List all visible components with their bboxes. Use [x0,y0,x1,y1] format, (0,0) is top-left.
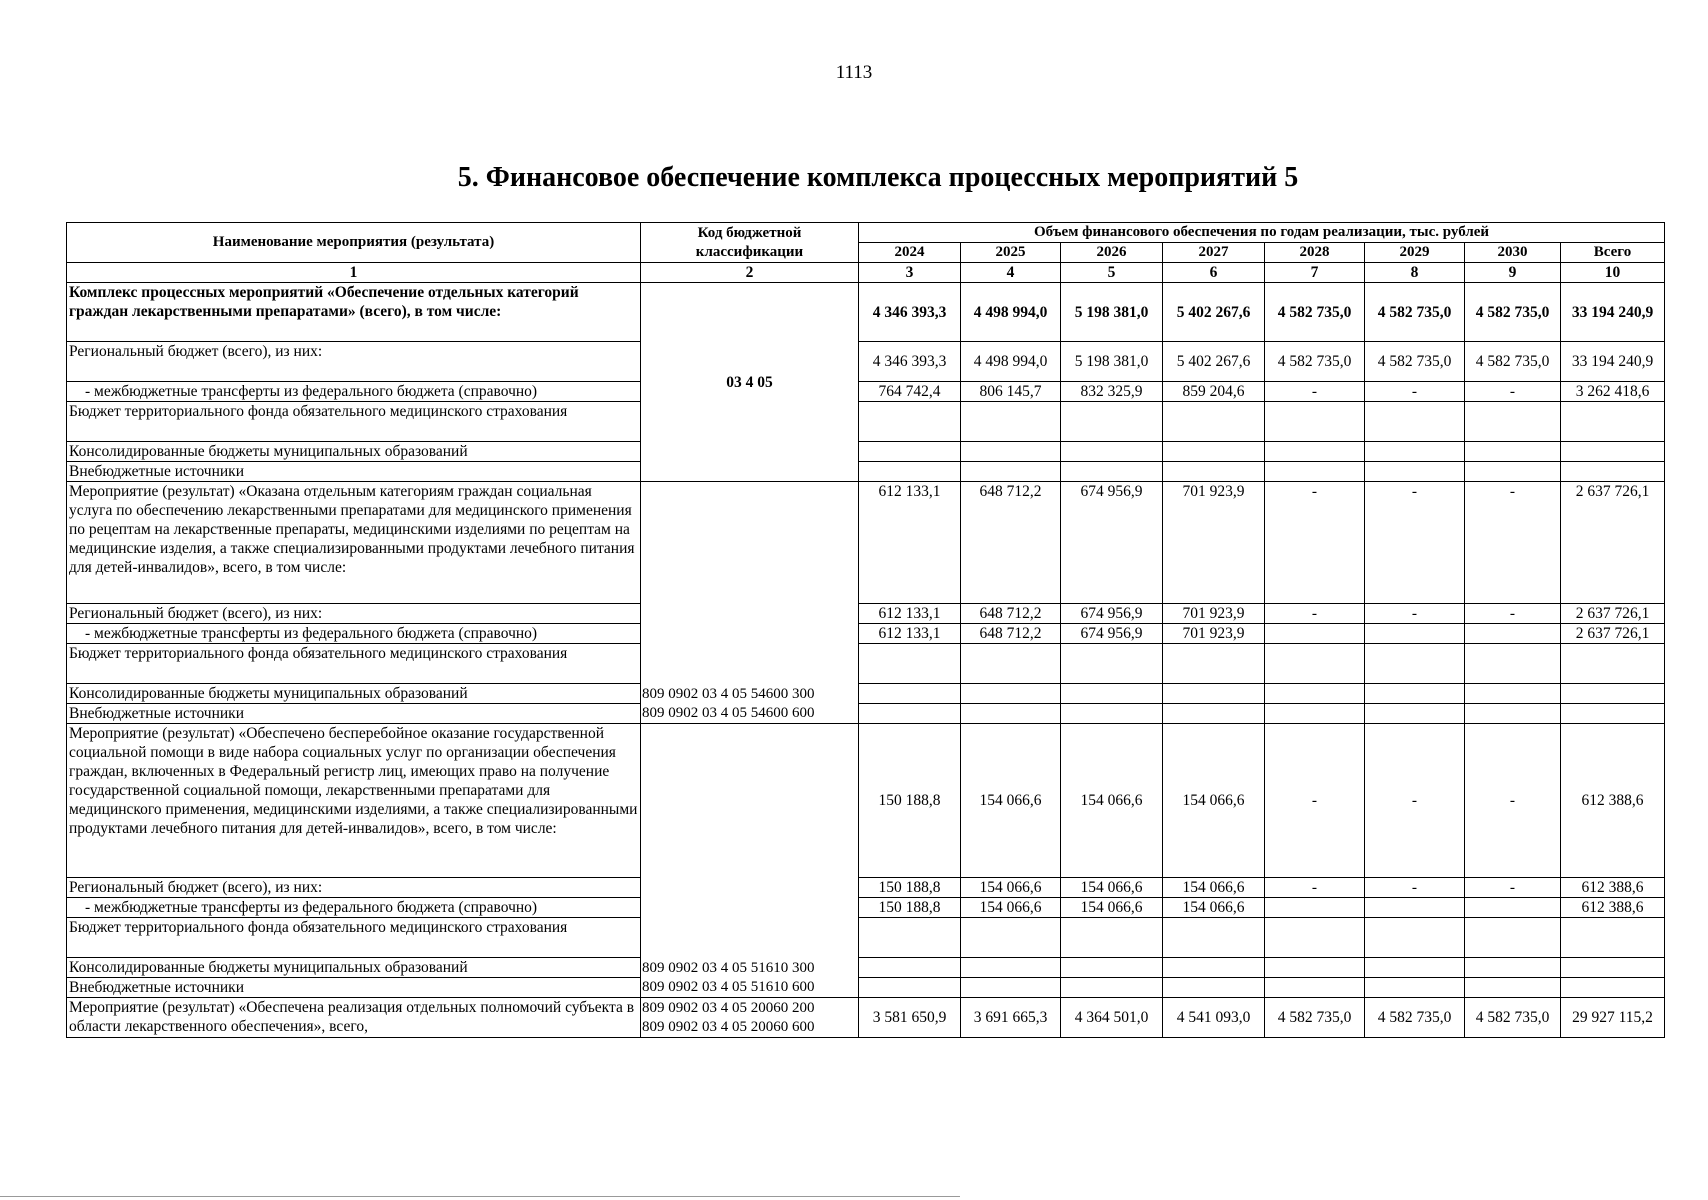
year-value: - [1465,604,1561,624]
year-value: 154 066,6 [1061,898,1163,918]
year-value [859,704,961,724]
year-value [1365,958,1465,978]
year-value [1265,684,1365,704]
table-row [67,644,1665,684]
year-value [1465,462,1561,482]
year-value: 4 498 994,0 [961,342,1061,382]
table-row [67,604,1665,624]
total-value [1561,644,1665,684]
row-name: - межбюджетные трансферты из федерального бюджета (справочно) [67,624,641,644]
year-value: 674 956,9 [1061,624,1163,644]
table-row [67,898,1665,918]
row-name: Мероприятие (результат) «Обеспечена реализация отдельных полномочий субъекта в области лекарственного обеспечения», всего, [67,998,641,1038]
table-row [67,878,1665,898]
year-value [1365,898,1465,918]
column-index: 3 [859,263,961,283]
year-value: 154 066,6 [1061,724,1163,878]
column-index: 9 [1465,263,1561,283]
table-row [67,918,1665,958]
year-value: 612 133,1 [859,604,961,624]
row-name: Консолидированные бюджеты муниципальных образований [67,442,641,462]
year-value: 612 133,1 [859,624,961,644]
table-row [67,462,1665,482]
row-name: Внебюджетные источники [67,704,641,724]
year-value [859,684,961,704]
year-value [1265,442,1365,462]
year-value [961,442,1061,462]
row-name: Региональный бюджет (всего), из них: [67,342,641,382]
row-name: Консолидированные бюджеты муниципальных образований [67,958,641,978]
total-value [1561,402,1665,442]
year-value: 154 066,6 [961,724,1061,878]
total-value: 33 194 240,9 [1561,342,1665,382]
budget-code: 809 0902 03 4 05 51610 600 [642,979,815,995]
column-index: 4 [961,263,1061,283]
year-value: 150 188,8 [859,724,961,878]
year-value [859,462,961,482]
year-value: 648 712,2 [961,604,1061,624]
year-value: 764 742,4 [859,382,961,402]
row-name: Внебюджетные источники [67,978,641,998]
year-value [859,644,961,684]
budget-code: 809 0902 03 4 05 20060 600 [642,1018,815,1035]
year-value [1465,644,1561,684]
year-value [1061,462,1163,482]
year-value [1265,978,1365,998]
year-value [1163,958,1265,978]
year-value: - [1265,878,1365,898]
year-value: 4 582 735,0 [1465,342,1561,382]
year-value: 4 582 735,0 [1465,998,1561,1038]
row-name: Бюджет территориального фонда обязательного медицинского страхования [67,402,641,442]
year-value: 701 923,9 [1163,624,1265,644]
year-value: 859 204,6 [1163,382,1265,402]
year-value [1163,978,1265,998]
year-value: 154 066,6 [1163,878,1265,898]
year-value: 701 923,9 [1163,604,1265,624]
year-value [1365,704,1465,724]
year-value: - [1465,724,1561,878]
year-value: 4 498 994,0 [961,283,1061,342]
year-value [1163,442,1265,462]
year-value [1163,918,1265,958]
year-value [1265,918,1365,958]
year-value [1365,402,1465,442]
header-year: 2025 [961,243,1061,263]
year-value [1163,402,1265,442]
column-index: 5 [1061,263,1163,283]
year-value [1163,462,1265,482]
year-value [1465,402,1561,442]
total-value: 3 262 418,6 [1561,382,1665,402]
year-value: - [1365,382,1465,402]
total-value: 2 637 726,1 [1561,604,1665,624]
total-value [1561,462,1665,482]
year-value [1061,402,1163,442]
total-value: 612 388,6 [1561,878,1665,898]
year-value [1061,918,1163,958]
row-name: Бюджет территориального фонда обязательного медицинского страхования [67,918,641,958]
year-value [1265,644,1365,684]
year-value: 5 402 267,6 [1163,283,1265,342]
year-value [961,958,1061,978]
document-title: 5. Финансовое обеспечение комплекса процессных мероприятий 5 [457,162,1299,193]
row-name: Бюджет территориального фонда обязательного медицинского страхования [67,644,641,684]
year-value: 4 582 735,0 [1465,283,1561,342]
year-value [1365,684,1465,704]
total-value: 612 388,6 [1561,898,1665,918]
table-row [67,442,1665,462]
column-index-row [67,263,1665,283]
year-value [1465,704,1561,724]
year-value [1061,442,1163,462]
year-value [859,442,961,462]
total-value: 29 927 115,2 [1561,998,1665,1038]
year-value [1465,684,1561,704]
table-row [67,482,1665,604]
header-year: 2026 [1061,243,1163,263]
year-value [1365,442,1465,462]
year-value: - [1265,382,1365,402]
year-value: 154 066,6 [961,898,1061,918]
row-name: Внебюджетные источники [67,462,641,482]
table-row [67,283,1665,342]
year-value [859,958,961,978]
row-name: Мероприятие (результат) «Обеспечено бесперебойное оказание государственной социальной помощи в виде набора социальных услуг по организации обеспечения граждан, включенных в Федеральный регистр лиц, имеющих право на получение государственной социальной помощи, лекарственными препаратами для медицинского применения, медицинскими изделиями, а также специализированными продуктами лечебного питания для детей-инвалидов», всего, в том числе: [67,724,641,878]
budget-code: 809 0902 03 4 05 54600 300 [642,686,815,702]
header-total: Всего [1561,243,1665,263]
year-value: 701 923,9 [1163,482,1265,604]
year-value [1265,624,1365,644]
year-value: 648 712,2 [961,482,1061,604]
year-value [961,644,1061,684]
year-value: 4 582 735,0 [1265,342,1365,382]
year-value [961,704,1061,724]
year-value [1061,644,1163,684]
row-name: Комплекс процессных мероприятий «Обеспечение отдельных категорий граждан лекарственными препаратами» (всего), в том числе: [67,283,641,342]
table-row [67,724,1665,878]
year-value: 648 712,2 [961,624,1061,644]
total-value [1561,918,1665,958]
year-value: 5 198 381,0 [1061,283,1163,342]
year-value: 154 066,6 [961,878,1061,898]
year-value: 5 198 381,0 [1061,342,1163,382]
year-value [1465,898,1561,918]
table-row [67,704,1665,724]
year-value [859,978,961,998]
year-value [1465,978,1561,998]
year-value [1163,644,1265,684]
column-index: 10 [1561,263,1665,283]
year-value [1465,624,1561,644]
year-value: 612 133,1 [859,482,961,604]
total-value [1561,684,1665,704]
budget-code: 809 0902 03 4 05 54600 600 [642,705,815,721]
year-value [961,978,1061,998]
header-year: 2027 [1163,243,1265,263]
header-year: 2030 [1465,243,1561,263]
total-value [1561,442,1665,462]
budget-code: 03 4 05 [726,373,773,391]
year-value: - [1365,482,1465,604]
year-value [1265,462,1365,482]
column-index: 1 [67,263,641,283]
table-row [67,684,1665,704]
total-value [1561,978,1665,998]
budget-code: 809 0902 03 4 05 51610 300 [642,960,815,976]
table-row [67,624,1665,644]
year-value [1365,918,1465,958]
budget-code-cell [641,482,859,724]
row-name: Консолидированные бюджеты муниципальных образований [67,684,641,704]
year-value: 154 066,6 [1061,878,1163,898]
year-value [1163,704,1265,724]
column-index: 8 [1365,263,1465,283]
table-row [67,382,1665,402]
column-index: 7 [1265,263,1365,283]
total-value [1561,704,1665,724]
year-value: 4 582 735,0 [1365,998,1465,1038]
budget-code-cell [641,998,859,1038]
year-value: - [1465,482,1561,604]
year-value [1265,898,1365,918]
year-value: - [1365,878,1465,898]
year-value: 806 145,7 [961,382,1061,402]
financing-table [66,222,1665,1038]
year-value: 4 582 735,0 [1365,283,1465,342]
budget-code: 809 0902 03 4 05 20060 200 [642,999,815,1016]
page-number: 1113 [835,62,873,83]
year-value: 4 582 735,0 [1265,998,1365,1038]
year-value [961,402,1061,442]
table-row [67,342,1665,382]
year-value: - [1465,878,1561,898]
year-value: - [1465,382,1561,402]
year-value [1365,462,1465,482]
year-value: 3 691 665,3 [961,998,1061,1038]
year-value [1465,442,1561,462]
year-value [961,918,1061,958]
year-value: 4 346 393,3 [859,342,961,382]
row-name: - межбюджетные трансферты из федерального бюджета (справочно) [67,382,641,402]
year-value [859,918,961,958]
year-value: 674 956,9 [1061,482,1163,604]
table-row [67,978,1665,998]
year-value: 4 582 735,0 [1265,283,1365,342]
year-value: 154 066,6 [1163,898,1265,918]
row-name: Региональный бюджет (всего), из них: [67,878,641,898]
total-value: 33 194 240,9 [1561,283,1665,342]
year-value: - [1265,724,1365,878]
year-value: 4 346 393,3 [859,283,961,342]
year-value [1365,624,1465,644]
year-value: 4 364 501,0 [1061,998,1163,1038]
year-value [1265,704,1365,724]
year-value [1061,958,1163,978]
row-name: Региональный бюджет (всего), из них: [67,604,641,624]
year-value [1061,684,1163,704]
table-row [67,958,1665,978]
year-value: - [1365,604,1465,624]
row-name: - межбюджетные трансферты из федерального бюджета (справочно) [67,898,641,918]
year-value: - [1265,482,1365,604]
row-name: Мероприятие (результат) «Оказана отдельным категориям граждан социальная услуга по обеспечению лекарственными препаратами для медицинского применения по рецептам на лекарственные препараты, медицинскими изделиями по рецептам на медицинские изделия, а также специализированными продуктами лечебного питания для детей-инвалидов», всего, в том числе: [67,482,641,604]
total-value [1561,958,1665,978]
header-year: 2029 [1365,243,1465,263]
year-value [961,684,1061,704]
year-value: 5 402 267,6 [1163,342,1265,382]
year-value: - [1265,604,1365,624]
budget-code-cell [641,283,859,482]
year-value: 150 188,8 [859,878,961,898]
year-value: 4 541 093,0 [1163,998,1265,1038]
year-value [1265,402,1365,442]
year-value: 150 188,8 [859,898,961,918]
year-value [1465,958,1561,978]
header-year: 2028 [1265,243,1365,263]
year-value [1061,978,1163,998]
year-value: 832 325,9 [1061,382,1163,402]
total-value: 2 637 726,1 [1561,482,1665,604]
year-value [1061,704,1163,724]
budget-code-cell [641,724,859,998]
header-year: 2024 [859,243,961,263]
header-name: Наименование мероприятия (результата) [67,223,641,263]
year-value [1163,684,1265,704]
total-value: 612 388,6 [1561,724,1665,878]
year-value: - [1365,724,1465,878]
header-volume: Объем финансового обеспечения по годам реализации, тыс. рублей [859,223,1665,243]
table-row [67,402,1665,442]
year-value: 674 956,9 [1061,604,1163,624]
year-value: 154 066,6 [1163,724,1265,878]
year-value [1365,644,1465,684]
table-row [67,998,1665,1038]
column-index: 6 [1163,263,1265,283]
column-index: 2 [641,263,859,283]
year-value [1265,958,1365,978]
year-value [1365,978,1465,998]
page-bottom-rule [0,1196,960,1197]
year-value [961,462,1061,482]
year-value: 4 582 735,0 [1365,342,1465,382]
header-code: Код бюджетной классификации [641,223,859,263]
year-value [859,402,961,442]
total-value: 2 637 726,1 [1561,624,1665,644]
year-value: 3 581 650,9 [859,998,961,1038]
year-value [1465,918,1561,958]
